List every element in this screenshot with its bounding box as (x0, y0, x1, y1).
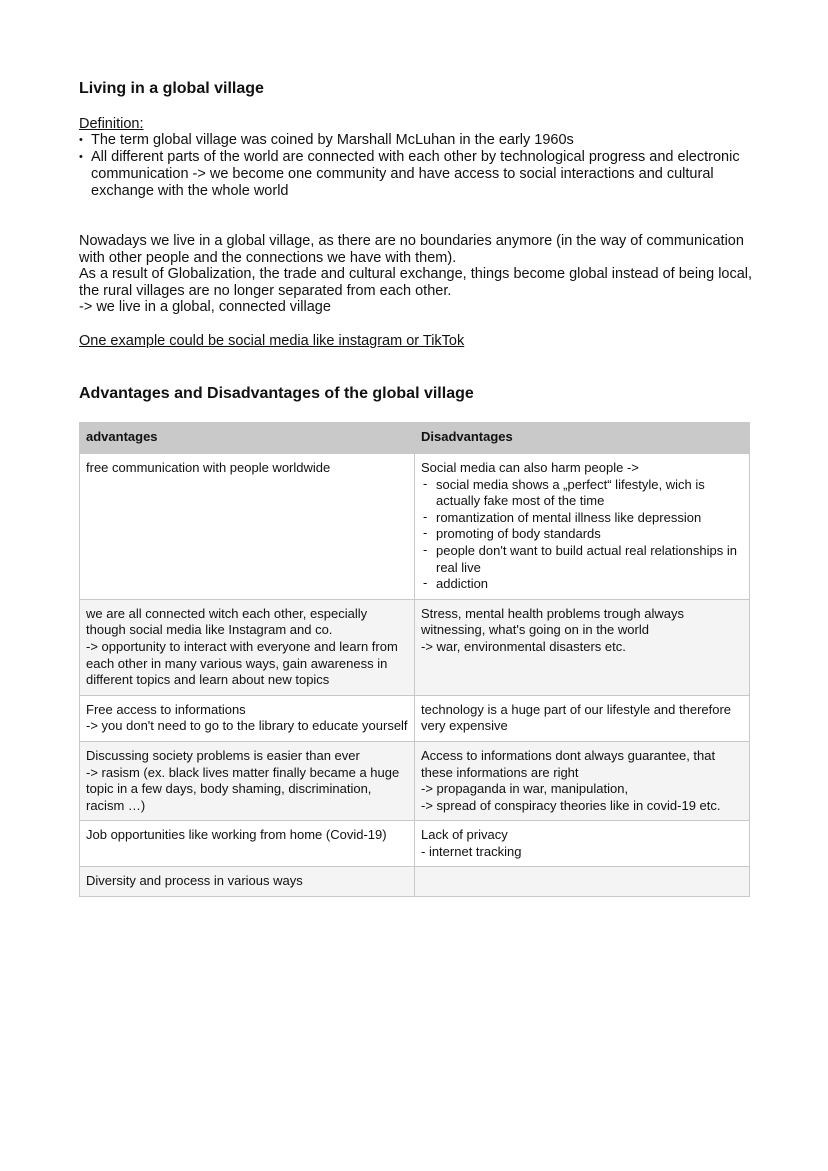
disadvantage-cell: Social media can also harm people -> - social media shows a „perfect“ lifestyle, wich is actually fake most of the time - romantization of mental illness like depression - promoting of body standards - people don't want to build actual real relationships in real live - addiction (415, 454, 750, 600)
table-row (80, 867, 750, 897)
list-item: - people don't want to build actual real relationships in real live (421, 543, 743, 576)
table-header-row (80, 423, 750, 454)
advantage-cell: Discussing society problems is easier than ever -> rasism (ex. black lives matter finally became a huge topic in a few days, body shaming, discrimination, racism …) (80, 741, 415, 820)
advantage-cell: Free access to informations -> you don't need to go to the library to educate yourself (80, 695, 415, 741)
definition-bullet: • The term global village was coined by Marshall McLuhan in the early 1960s (79, 132, 759, 149)
disadvantage-list (421, 477, 743, 593)
advantage-cell: Diversity and process in various ways (80, 867, 415, 897)
disadvantage-cell (415, 867, 750, 897)
table-row (80, 741, 750, 820)
paragraph: As a result of Globalization, the trade and cultural exchange, things become global instead of being local, the rural villages are no longer separated from each other. (79, 266, 753, 299)
table-row (80, 821, 750, 867)
table-row (80, 695, 750, 741)
advantages-table (79, 422, 750, 897)
header-disadvantages: Disadvantages (415, 423, 750, 454)
body-paragraphs (79, 233, 759, 316)
paragraph: -> we live in a global, connected village (79, 299, 331, 315)
definition-list (79, 132, 759, 200)
table-row (80, 454, 750, 600)
disadvantage-cell: Lack of privacy - internet tracking (415, 821, 750, 867)
list-item: - social media shows a „perfect“ lifestyle, wich is actually fake most of the time (421, 477, 743, 510)
list-item: - romantization of mental illness like depression (421, 510, 743, 527)
table-row (80, 599, 750, 695)
header-advantages: advantages (80, 423, 415, 454)
advantage-cell: Job opportunities like working from home (Covid-19) (80, 821, 415, 867)
paragraph: Nowadays we live in a global village, as there are no boundaries anymore (in the way of communication with other people and the connections we have with them). (79, 233, 744, 266)
definition-label: Definition: (79, 116, 144, 132)
example-line: One example could be social media like instagram or TikTok (79, 333, 465, 349)
section-title: Advantages and Disadvantages of the global village (79, 385, 474, 402)
list-item: - addiction (421, 576, 743, 593)
disadvantage-cell: technology is a huge part of our lifestyle and therefore very expensive (415, 695, 750, 741)
page-title: Living in a global village (79, 80, 264, 97)
advantage-cell: we are all connected witch each other, especially though social media like Instagram and co. -> opportunity to interact with everyone and learn from each other in many various ways, gain awareness in different topics and learn about new topics (80, 599, 415, 695)
disadvantage-cell: Stress, mental health problems trough always witnessing, what's going on in the world -> war, environmental disasters etc. (415, 599, 750, 695)
advantage-cell: free communication with people worldwide (80, 454, 415, 600)
definition-bullet: • All different parts of the world are connected with each other by technological progress and electronic communication -> we become one community and have access to social interactions and cultural exchange with the whole world (79, 149, 759, 200)
list-item: - promoting of body standards (421, 526, 743, 543)
disadvantage-cell: Access to informations dont always guarantee, that these informations are right -> propaganda in war, manipulation, -> spread of conspiracy theories like in covid-19 etc. (415, 741, 750, 820)
